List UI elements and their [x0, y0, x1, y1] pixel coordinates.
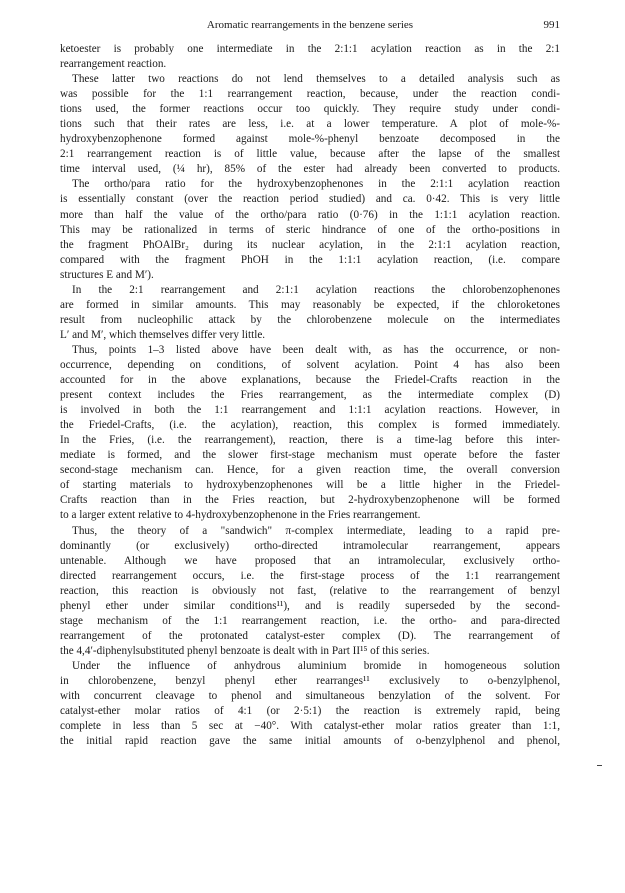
text-line: This may be rationalized in terms of steric hindrance of one of the ortho-positions in [60, 223, 560, 236]
text-line: ketoester is probably one intermediate in the 2:1:1 acylation reaction as in the 2:1 [60, 43, 560, 55]
text-line: is involved in both the 1:1 rearrangement and 1:1:1 acylation reactions. However, in [60, 404, 560, 417]
text-line: mediate is formed, and the slower first-stage mechanism must operate before the faster [60, 449, 560, 462]
text-line: is essentially constant (over the reaction period studied) and ca. 0·42. This is very little [60, 193, 560, 206]
text-line: phenyl ether under similar conditions¹¹), and is readily superseded by the second- [60, 599, 560, 612]
text-line: The ortho/para ratio for the hydroxybenzophenones in the 2:1:1 acylation reaction [72, 178, 560, 191]
text-line: untenable. Although we have proposed that an intramolecular, exclusively ortho- [60, 554, 560, 567]
text-line: occurrence, depending on conditions, of solvent acylation. Point 4 has also been [60, 358, 560, 371]
margin-mark [597, 765, 602, 766]
text-line: rearrangement of the protonated catalyst-ester complex (D). The rearrangement of [60, 629, 560, 642]
text-line: L′ and M′, which themselves differ very little. [60, 328, 266, 341]
text-line: dominantly (or exclusively) ortho-directed intramolecular rearrangement, appears [60, 539, 560, 552]
running-title: Aromatic rearrangements in the benzene series [206, 19, 414, 31]
page-number: 991 [543, 19, 560, 31]
text-line: more than half the value of the ortho/para ratio (0·76) in the 1:1:1 acylation reaction. [60, 208, 560, 221]
text-line: present context includes the Fries rearrangement, as the intermediate complex (D) [60, 389, 560, 402]
text-line: rearrangement reaction. [60, 58, 167, 71]
text-line: Thus, points 1–3 listed above have been dealt with, as has the occurrence, or non- [72, 343, 560, 356]
text-line: was possible for the 1:1 rearrangement reaction, because, under the reaction condi- [60, 88, 560, 101]
text-line: second-stage mechanism can. Hence, for a given reaction time, the overall conversion [60, 464, 560, 477]
body-text [60, 42, 560, 749]
text-line: are formed in similar amounts. This may reasonably be expected, if the chloroketones [60, 298, 560, 311]
text-line: the Friedel-Crafts, (i.e. the acylation), reaction, this complex is formed immediately. [60, 419, 560, 432]
text-line: in chlorobenzene, benzyl phenyl ether rearranges¹¹ exclusively to o-benzylphenol, [60, 674, 560, 687]
text-line: tions such that their rates are less, i.e. at a lower temperature. A plot of mole-%- [60, 118, 560, 131]
text-line: the 4,4′-diphenylsubstituted phenyl benzoate is dealt with in Part II¹⁵ of this series. [60, 644, 430, 657]
text-line: time interval used, (¼ hr), 85% of the ester had already been converted to products. [60, 163, 560, 176]
text-line: hydroxybenzophenone formed against mole-%-phenyl benzoate decomposed in the [60, 133, 560, 146]
text-line: of starting materials to hydroxybenzophenones will be a little higher in the Friedel- [60, 479, 560, 492]
text-line: 2:1 rearrangement reaction is of little value, because after the lapse of the smallest [60, 148, 560, 161]
text-line: reaction, this reaction is obviously not fast, (relative to the rearrangement of benzyl [60, 584, 560, 597]
text-line: Under the influence of anhydrous aluminium bromide in homogeneous solution [72, 659, 560, 672]
running-header [60, 19, 560, 35]
text-line: Thus, the theory of a "sandwich" π-complex intermediate, leading to a rapid pre- [72, 524, 560, 537]
text-line: compared with the fragment PhOH in the 1:1:1 acylation reaction, (i.e. compare [60, 253, 560, 266]
text-line: In the Fries, (i.e. the rearrangement), reaction, there is a time-lag before this inter- [60, 434, 560, 447]
text-line: result from nucleophilic attack by the chlorobenzene molecule on the intermediates [60, 313, 560, 326]
text-line: These latter two reactions do not lend themselves to a detailed analysis such as [72, 73, 560, 86]
text-line: In the 2:1 rearrangement and 2:1:1 acylation reactions the chlorobenzophenones [72, 283, 560, 296]
text-line: stage mechanism of the 1:1 rearrangement reaction, i.e. the ortho- and para-directed [60, 614, 560, 627]
text-line: with concurrent cleavage to phenol and simultaneous benzylation of the solvent. For [60, 690, 560, 703]
text-line: tions used, the former reactions occur too quickly. They require study under condi- [60, 103, 560, 116]
text-line: the initial rapid reaction gave the same initial amounts of o-benzylphenol and phenol, [60, 735, 560, 748]
text-line: the fragment PhOAlBr₂ during its nuclear acylation, in the 2:1:1 acylation reaction, [60, 238, 560, 251]
text-line: structures E and M′). [60, 268, 154, 281]
text-line: directed rearrangement occurs, i.e. the first-stage process of the 1:1 rearrangement [60, 569, 560, 582]
text-line: accounted for in the above explanations, because the Friedel-Crafts reaction in the [60, 374, 560, 387]
text-line: Crafts reaction than in the Fries reaction, but 2-hydroxybenzophenone will be formed [60, 494, 560, 507]
text-line: to a larger extent relative to 4-hydroxybenzophenone in the Fries rearrangement. [60, 509, 421, 522]
text-line: complete in less than 5 sec at −40°. With catalyst-ether molar ratios greater than 1:1, [60, 720, 560, 733]
text-line: catalyst-ether molar ratios of 4:1 (or 2·5:1) the reaction is extremely rapid, being [60, 705, 560, 718]
